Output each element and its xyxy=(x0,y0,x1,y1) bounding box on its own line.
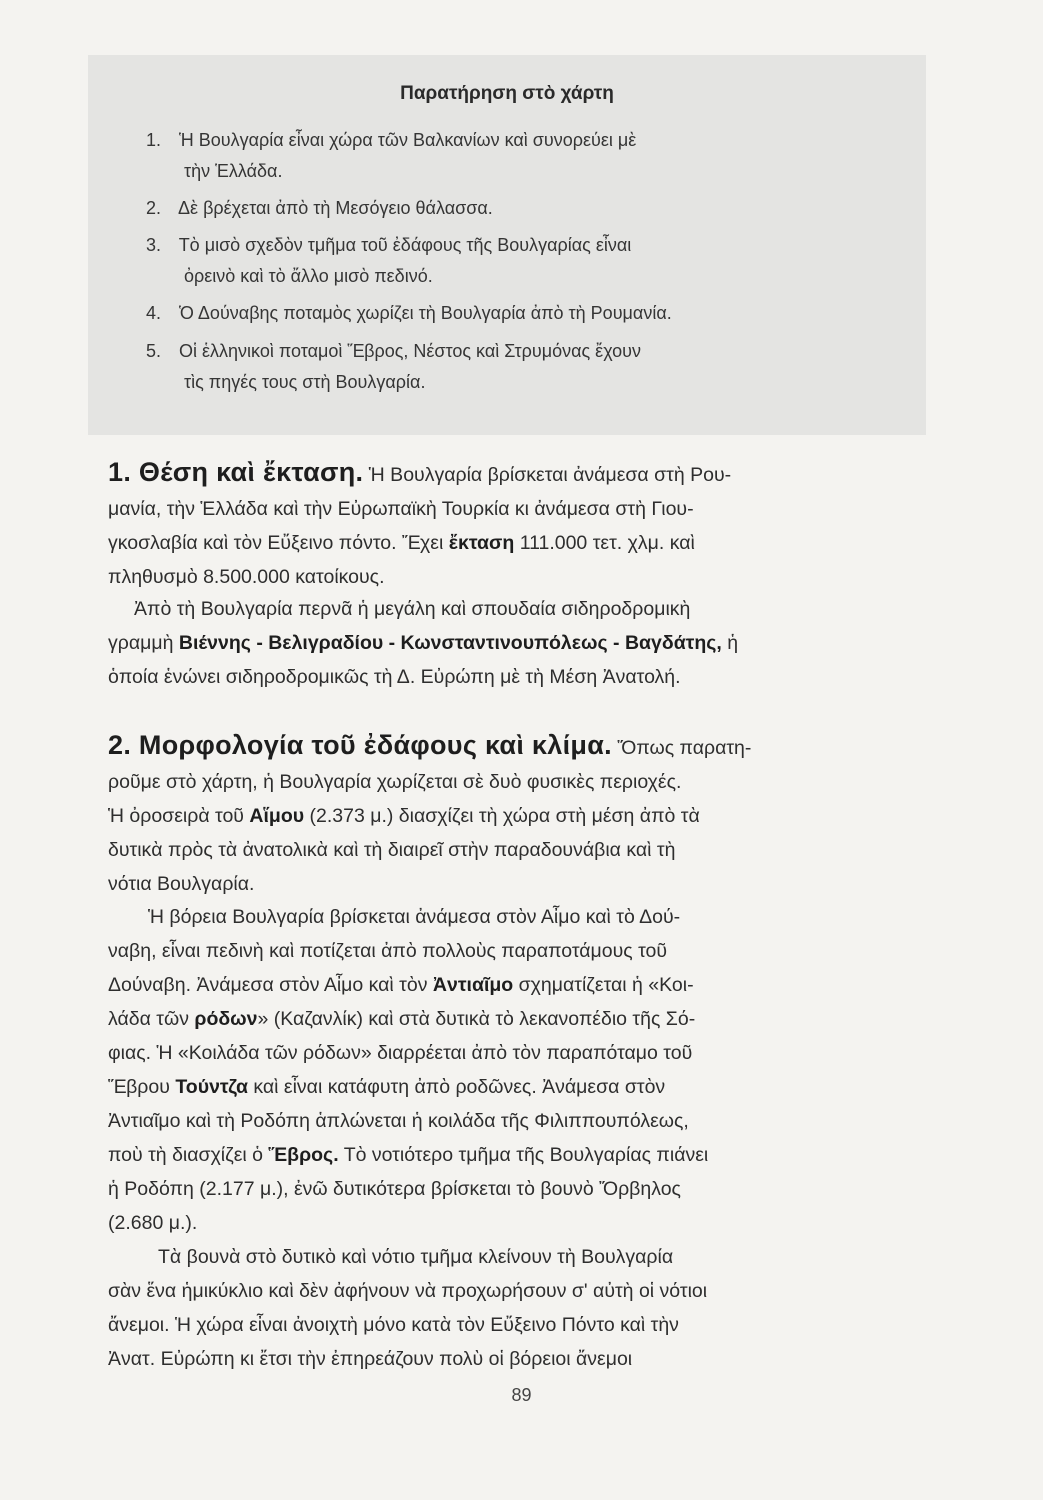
section-1-paragraph-2: Ἀπὸ τὴ Βουλγαρία περνᾶ ἡ μεγάλη καὶ σπουδαία σιδηροδρομικὴ γραμμὴ Βιέννης - Βελιγραδίου - Κωνσταντινουπόλεως - Βαγδάτης, ἡ ὁποία ἑνώνει σιδηροδρομικῶς τὴ Δ. Εὐρώπη μὲ τὴ Μέση Ἀνατολή. xyxy=(108,598,739,688)
section-2-paragraph-2: Ἡ βόρεια Βουλγαρία βρίσκεται ἀνάμεσα στὸν Αἶμο καὶ τὸ Δού- ναβη, εἶναι πεδινὴ καὶ ποτίζεται ἀπὸ πολλοὺς παραποτάμους τοῦ Δούναβη. Ἀνάμεσα στὸν Αἶμο καὶ τὸν Ἀντιαῖμο σχηματίζεται ἡ «Κοι- λάδα τῶν ρόδων» (Καζανλίκ) καὶ στὰ δυτικὰ τὸ λεκανοπέδιο τῆς Σό- φιας. Ἡ «Κοιλάδα τῶν ρόδων» διαρρέεται ἀπὸ τὸν παραπόταμο τοῦ Ἕβρου Τούντζα καὶ εἶναι κατάφυτη ἀπὸ ροδῶνες. Ἀνάμεσα στὸν Ἀντιαῖμο καὶ τὴ Ροδόπη ἁπλώνεται ἡ κοιλάδα τῆς Φιλιππουπόλεως, ποὺ τὴ διασχίζει ὁ Ἕβρος. Τὸ νοτιότερο τμῆμα τῆς Βουλγαρίας πιάνει ἡ Ροδόπη (2.177 μ.), ἐνῶ δυτικότερα βρίσκεται τὸ βουνὸ Ὄρβηλος (2.680 μ.). xyxy=(108,906,709,1234)
page-number: 89 xyxy=(511,1385,532,1405)
section-2-paragraph-3: Τὰ βουνὰ στὸ δυτικὸ καὶ νότιο τμῆμα κλείνουν τὴ Βουλγαρία σὰν ἕνα ἡμικύκλιο καὶ δὲν ἀφήνουν νὰ προχωρήσουν σ' αὐτὴ οἱ νότιοι ἄνεμοι. Ἡ χώρα εἶναι ἀνοιχτὴ μόνο κατὰ τὸν Εὔξεινο Πόντο καὶ τὴν Ἀνατ. Εὐρώπη κι ἔτσι τὴν ἐπηρεάζουν πολὺ οἱ βόρειοι ἄνεμοι xyxy=(108,1246,708,1370)
map-observation-box xyxy=(88,55,926,435)
observation-item-5: 5. Οἱ ἑλληνικοὶ ποταμοὶ Ἕβρος, Νέστος καὶ Στρυμόνας ἔχουν τὶς πηγές τους στὴ Βουλγαρία. xyxy=(146,341,642,392)
section-2-paragraph-1: 2. Μορφολογία τοῦ ἐδάφους καὶ κλίμα. Ὅπως παρατη- ροῦμε στὸ χάρτη, ἡ Βουλγαρία χωρίζεται σὲ δυὸ φυσικὲς περιοχές. Ἡ ὀροσειρὰ τοῦ Αἵμου (2.373 μ.) διασχίζει τὴ χώρα στὴ μέση ἀπὸ τὰ δυτικὰ πρὸς τὰ ἀνατολικὰ καὶ τὴ διαιρεῖ στὴν παραδουνάβια καὶ τὴ νότια Βουλγαρία. xyxy=(108,730,752,895)
observation-item-3: 3. Τὸ μισὸ σχεδὸν τμῆμα τοῦ ἐδάφους τῆς Βουλγαρίας εἶναι ὀρεινὸ καὶ τὸ ἄλλο μισὸ πεδινό. xyxy=(146,235,632,286)
observation-item-1: 1. Ἡ Βουλγαρία εἶναι χώρα τῶν Βαλκανίων καὶ συνορεύει μὲ τὴν Ἑλλάδα. xyxy=(146,130,637,181)
section-1-paragraph-1: 1. Θέση καὶ ἔκταση. Ἡ Βουλγαρία βρίσκεται ἀνάμεσα στὴ Ρου- μανία, τὴν Ἑλλάδα καὶ τὴν Εὐρωπαϊκὴ Τουρκία κι ἀνάμεσα στὴ Γιου- γκοσλαβία καὶ τὸν Εὔξεινο πόντο. Ἔχει ἔκταση 111.000 τετ. χλμ. καὶ πληθυσμὸ 8.500.000 κατοίκους. xyxy=(108,457,732,588)
section-2-heading: 2. Μορφολογία τοῦ ἐδάφους καὶ κλίμα. xyxy=(108,730,612,760)
section-1-heading: 1. Θέση καὶ ἔκταση. xyxy=(108,457,364,487)
box-title: Παρατήρηση στὸ χάρτη xyxy=(400,83,614,104)
observation-item-2: 2. Δὲ βρέχεται ἀπὸ τὴ Μεσόγειο θάλασσα. xyxy=(146,198,493,218)
observation-item-4: 4. Ὁ Δούναβης ποταμὸς χωρίζει τὴ Βουλγαρία ἀπὸ τὴ Ρουμανία. xyxy=(146,303,672,323)
